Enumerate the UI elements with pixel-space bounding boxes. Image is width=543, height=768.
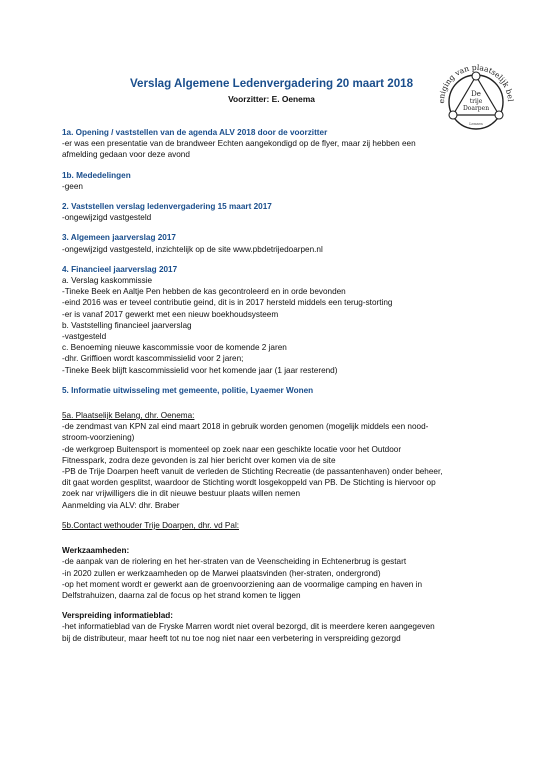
body-line: -het informatieblad van de Fryske Marren wordt niet overal bezorgd, dit is meerdere keren aangegeven	[62, 622, 435, 632]
subsection-5b	[62, 520, 482, 531]
body-line: dit gaat worden gesplitst, waardoor de Stichting wordt losgekoppeld van PB. De Stichting is hiervoor op	[62, 478, 436, 488]
body-line: -de aanpak van de riolering en het her-straten van de Veenscheiding in Echtenerbrug is gestart	[62, 557, 407, 567]
section-heading: 1b. Mededelingen	[62, 170, 131, 180]
body-line: a. Verslag kaskommissie	[62, 276, 153, 286]
body-line: -dhr. Griffioen wordt kascommissielid voor 2 jaren;	[62, 354, 244, 364]
body-line: -op het moment wordt er gewerkt aan de groenvoorziening aan de voormalige camping en haven in	[62, 579, 423, 589]
body-line: -er was een presentatie van de brandweer Echten aangekondigd op de flyer, maar zij hebben een	[62, 139, 416, 149]
chairman-line: Voorzitter: E. Oenema	[228, 94, 315, 104]
body-line: b. Vaststelling financieel jaarverslag	[62, 320, 192, 330]
block-heading: Werkzaamheden:	[62, 546, 130, 556]
body-line: -ongewijzigd vastgesteld	[62, 213, 152, 223]
body-line: -Tineke Beek en Aaltje Pen hebben de kas gecontroleerd en in orde bevonden	[62, 287, 346, 297]
body-line: -de zendmast van KPN zal eind maart 2018 in gebruik worden genomen (mogelijk middels een nood-	[62, 422, 429, 432]
body-line: -eind 2016 was er teveel contributie geind, dit is in 2017 hersteld middels een terug-storting	[62, 298, 393, 308]
body-line: Fitnesspark, zodra deze gevonden is zal hier bericht over komen via de site	[62, 455, 336, 465]
body-line: afmelding gedaan voor deze avond	[62, 150, 190, 160]
section-heading: 5. Informatie uitwisseling met gemeente, politie, Lyaemer Wonen	[62, 385, 314, 395]
section-heading: 1a. Opening / vaststellen van de agenda ALV 2018 door de voorzitter	[62, 128, 328, 137]
subsection-heading: 5a. Plaatselijk Belang, dhr. Oenema:	[62, 411, 195, 421]
body-line: -PB de Trije Doarpen heeft vanuit de verleden de Stichting Recreatie (de passantenhaven) onder beheer,	[62, 467, 443, 477]
body-line: -geen	[62, 181, 83, 191]
block-heading: Verspreiding informatieblad:	[62, 611, 174, 621]
section-1b	[62, 170, 482, 192]
section-heading: 4. Financieel jaarverslag 2017	[62, 264, 178, 274]
body-line: bij de distributeur, maar heeft tot nu toe nog niet naar een verbetering in verspreiding gezorgd	[62, 633, 401, 643]
document-title: Verslag Algemene Ledenvergadering 20 maart 2018	[129, 77, 414, 90]
body-line: -de werkgroep Buitensport is momenteel op zoek naar een geschikte locatie voor het Outdoor	[62, 444, 402, 454]
body-line: zoek nar vrijwilligers die in dit nieuwe bestuur plaats willen nemen	[62, 489, 301, 499]
body-line: -in 2020 zullen er werkzaamheden op de Marwei plaatsvinden (her-straten, ondergrond)	[62, 568, 381, 578]
body-line: stroom-voorziening)	[62, 433, 135, 443]
section-heading: 2. Vaststellen verslag ledenvergadering 15 maart 2017	[62, 202, 272, 212]
logo-bottom-text: Lemsen	[469, 122, 483, 126]
section-1a	[62, 127, 482, 161]
body-line: -vastgesteld	[62, 332, 107, 342]
body-line: Aanmelding via ALV: dhr. Braber	[62, 500, 180, 510]
section-3	[62, 232, 482, 254]
logo-text-de: De	[471, 90, 481, 98]
body-line: c. Benoeming nieuwe kascommissie voor de komende 2 jaren	[62, 343, 287, 353]
body-line: -er is vanaf 2017 gewerkt met een nieuw boekhoudsysteem	[62, 309, 279, 319]
werkzaamheden-block	[62, 545, 482, 601]
logo-text-trije: trije	[469, 98, 483, 105]
verspreiding-block	[62, 610, 482, 644]
body-line: Delfstrahuizen, daarna zal de focus op het strand komen te liggen	[62, 590, 301, 600]
section-4	[62, 264, 482, 376]
logo-ring-text: eniging van plaatselijk bel	[436, 62, 516, 104]
body-line: -ongewijzigd vastgesteld, inzichtelijk op de site www.pbdetrijedoarpen.nl	[62, 244, 323, 254]
document-body	[62, 127, 482, 653]
section-5	[62, 385, 482, 396]
logo-text-doarpen: Doarpen	[462, 105, 490, 112]
body-line: -Tineke Beek blijft kascommissielid voor het komende jaar (1 jaar resterend)	[62, 365, 338, 375]
section-heading: 3. Algemeen jaarverslag 2017	[62, 233, 176, 243]
section-2	[62, 201, 482, 223]
subsection-heading: 5b.Contact wethouder Trije Doarpen, dhr. vd Pal:	[62, 520, 240, 530]
subsection-5a	[62, 410, 482, 511]
